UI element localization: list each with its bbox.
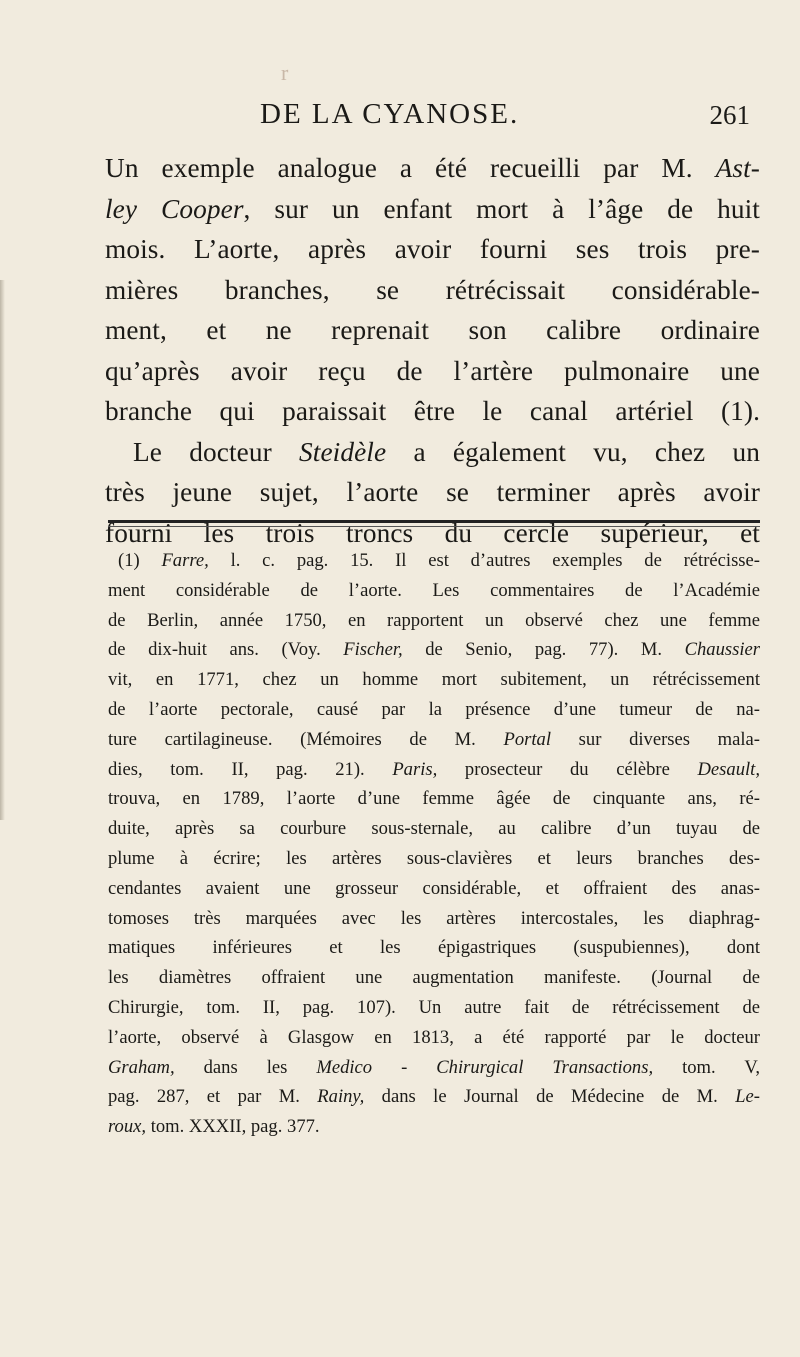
footnote-line: Graham, dans les Medico - Chirurgical Transactions, tom. V,: [108, 1056, 760, 1078]
margin-mark: r: [281, 60, 289, 85]
footnote-line: roux, tom. XXXII, pag. 377.: [108, 1116, 320, 1138]
page-header: [260, 98, 750, 138]
footnote-line: de Berlin, année 1750, en rapportent un observé chez une femme: [108, 609, 760, 631]
footnote: [108, 546, 760, 1142]
footnote-line: plume à écrire; les artères sous-clavières et leurs branches des-: [108, 847, 760, 869]
footnote-line: ment considérable de l’aorte. Les commentaires de l’Académie: [108, 579, 760, 601]
footnote-line: l’aorte, observé à Glasgow en 1813, a été rapporté par le docteur: [108, 1026, 760, 1048]
main-text: [105, 148, 760, 553]
footnote-line: tomoses très marquées avec les artères intercostales, les diaphrag-: [108, 907, 760, 929]
text-line: branche qui paraissait être le canal artériel (1).: [105, 396, 760, 426]
footnote-rule: [108, 520, 760, 523]
text-line: mières branches, se rétrécissait considérable-: [105, 274, 760, 305]
footnote-line: de l’aorte pectorale, causé par la présence d’une tumeur de na-: [108, 698, 760, 720]
footnote-line: matiques inférieures et les épigastriques (suspubiennes), dont: [108, 937, 760, 959]
text-line: fourni les trois troncs du cercle supérieur, et: [105, 517, 760, 548]
text-line: Le docteur Steidèle a également vu, chez un: [133, 436, 760, 467]
page-number: 261: [709, 100, 750, 130]
text-line: très jeune sujet, l’aorte se terminer après avoir: [105, 477, 760, 507]
text-line: Un exemple analogue a été recueilli par M. Ast-: [105, 153, 760, 183]
text-line: ment, et ne reprenait son calibre ordinaire: [105, 315, 760, 345]
running-title: DE LA CYANOSE.: [260, 98, 520, 130]
text-line: qu’après avoir reçu de l’artère pulmonaire une: [105, 355, 760, 386]
footnote-line: Chirurgie, tom. II, pag. 107). Un autre fait de rétrécissement de: [108, 996, 760, 1018]
footnote-line: de dix-huit ans. (Voy. Fischer, de Senio, pag. 77). M. Chaussier: [108, 639, 760, 661]
footnote-line: duite, après sa courbure sous-sternale, au calibre d’un tuyau de: [108, 818, 760, 840]
text-line: mois. L’aorte, après avoir fourni ses trois pre-: [105, 234, 760, 264]
footnote-line: vit, en 1771, chez un homme mort subitement, un rétrécissement: [108, 669, 760, 691]
footnote-line: cendantes avaient une grosseur considérable, et offraient des anas-: [108, 877, 760, 899]
page-edge-shadow: [0, 280, 5, 820]
footnote-line: ture cartilagineuse. (Mémoires de M. Portal sur diverses mala-: [108, 728, 760, 750]
footnote-line: (1) Farre, l. c. pag. 15. Il est d’autres exemples de rétrécisse-: [118, 550, 760, 571]
footnote-line: les diamètres offraient une augmentation manifeste. (Journal de: [108, 967, 760, 989]
footnote-line: dies, tom. II, pag. 21). Paris, prosecteur du célèbre Desault,: [108, 758, 760, 780]
text-line: ley Cooper, sur un enfant mort à l’âge de huit: [105, 193, 760, 224]
footnote-line: pag. 287, et par M. Rainy, dans le Journal de Médecine de M. Le-: [108, 1086, 760, 1108]
footnote-line: trouva, en 1789, l’aorte d’une femme âgée de cinquante ans, ré-: [108, 788, 760, 810]
footnote-rule-thin: [108, 526, 760, 527]
